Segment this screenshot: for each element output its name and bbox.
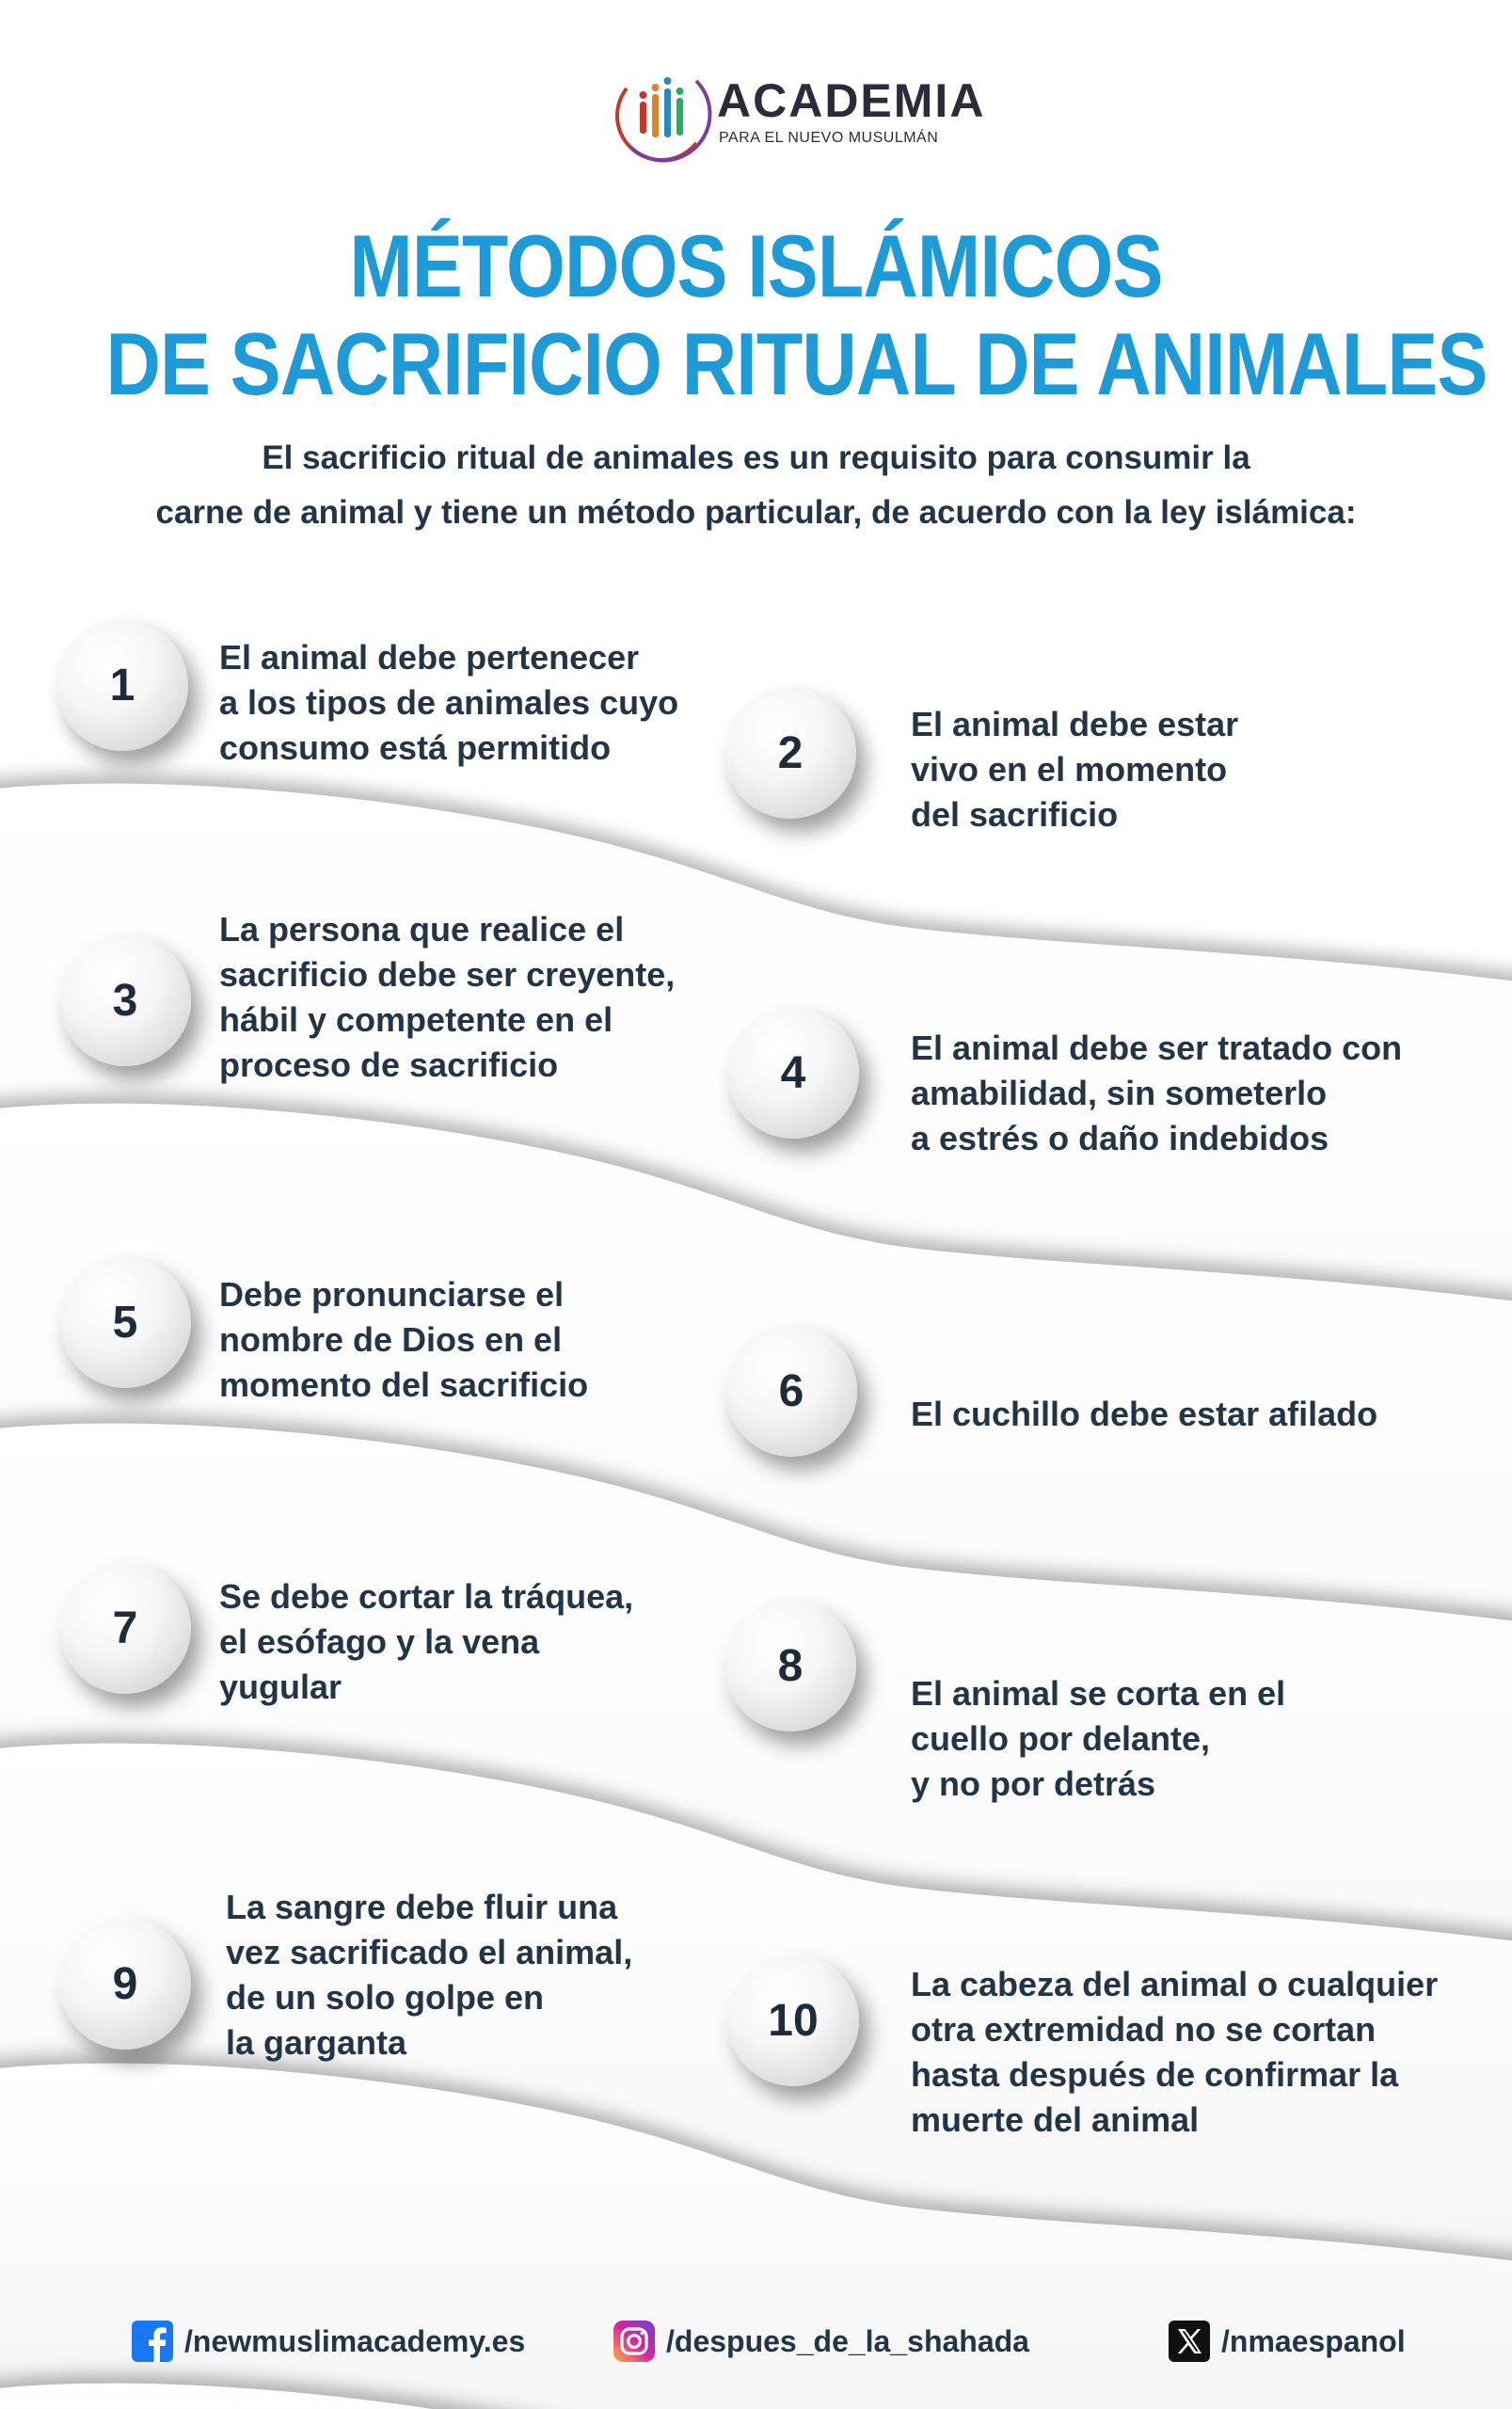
step-text-line: la garganta — [226, 2023, 407, 2062]
step-text-line: vivo en el momento — [911, 750, 1228, 789]
academia-logo — [610, 60, 986, 164]
step-text — [911, 702, 1238, 838]
social-x[interactable] — [1169, 2313, 1406, 2369]
step-number: 4 — [780, 1047, 806, 1098]
step-number-badge — [724, 687, 856, 819]
step-text — [911, 1671, 1285, 1807]
intro-text — [56, 431, 1456, 540]
step-text-line: El animal debe pertenecer — [219, 638, 640, 677]
step-text-line: sacrificio debe ser creyente, — [219, 955, 676, 994]
step-text-line: el esófago y la vena — [219, 1622, 540, 1661]
step-number: 6 — [778, 1365, 804, 1416]
instagram-icon — [613, 2321, 655, 2362]
facebook-icon — [132, 2321, 173, 2362]
step-text — [219, 635, 678, 771]
step-number-badge — [59, 1918, 191, 2050]
step-number: 1 — [109, 660, 135, 710]
intro-line-2: carne de animal y tiene un método particular, de acuerdo con la ley islámica: — [155, 494, 1357, 531]
step-text-line: hasta después de confirmar la — [911, 2055, 1399, 2094]
step-number-badge — [59, 1562, 191, 1694]
step-number: 8 — [777, 1640, 804, 1691]
step-text-line: El animal debe ser tratado con — [911, 1029, 1403, 1067]
step-text-line: hábil y competente en el — [219, 1000, 613, 1039]
step-number: 7 — [112, 1603, 138, 1653]
step-number-badge — [59, 934, 191, 1066]
step-text-line: otra extremidad no se cortan — [911, 2010, 1377, 2049]
step-text-line: La persona que realice el — [219, 910, 625, 949]
step-text-line: consumo está permitido — [219, 728, 612, 767]
page-title-line-2: DE SACRIFICIO RITUAL DE ANIMALES — [105, 314, 1488, 413]
step-number-badge — [56, 619, 188, 751]
step-text — [911, 1026, 1402, 1161]
brand-tagline: PARA EL NUEVO MUSULMÁN — [719, 130, 939, 146]
step-text-line: amabilidad, sin someterlo — [911, 1074, 1328, 1112]
step-text-line: El animal se corta en el — [911, 1674, 1286, 1713]
step-text-line: y no por detrás — [911, 1764, 1156, 1803]
x-handle: /nmaespanol — [1221, 2323, 1406, 2358]
step-text-line: El animal debe estar — [911, 705, 1239, 743]
step-text — [219, 907, 675, 1088]
step-number: 3 — [112, 975, 138, 1026]
social-facebook[interactable] — [132, 2313, 525, 2369]
step-text-line: Debe pronunciarse el — [219, 1275, 565, 1314]
step-text-line: nombre de Dios en el — [219, 1320, 563, 1359]
academia-logo-icon — [610, 60, 713, 164]
step-number: 2 — [777, 727, 804, 778]
step-text-line: a los tipos de animales cuyo — [219, 683, 679, 722]
step-text-line: de un solo golpe en — [226, 1978, 545, 2017]
step-number-badge — [725, 1325, 857, 1457]
step-number: 5 — [112, 1297, 138, 1348]
step-text — [911, 1962, 1438, 2143]
step-text — [219, 1272, 588, 1408]
social-instagram[interactable] — [613, 2313, 1029, 2369]
step-text-line: La cabeza del animal o cualquier — [911, 1965, 1439, 2003]
step-text-line: proceso de sacrificio — [219, 1045, 559, 1084]
step-number-badge — [59, 1256, 191, 1388]
page-title-line-1: MÉTODOS ISLÁMICOS — [349, 216, 1163, 315]
step-text-line: del sacrificio — [911, 795, 1119, 834]
step-text-line: cuello por delante, — [911, 1719, 1211, 1758]
step-text — [226, 1885, 632, 2066]
step-text-line: muerte del animal — [911, 2100, 1200, 2139]
step-number: 9 — [112, 1958, 138, 2009]
brand-name: ACADEMIA — [717, 74, 986, 127]
step-text — [219, 1574, 633, 1710]
facebook-handle: /newmuslimacademy.es — [184, 2323, 526, 2358]
x-icon — [1169, 2321, 1210, 2362]
step-text — [911, 1392, 1377, 1437]
step-text-line: a estrés o daño indebidos — [911, 1119, 1329, 1157]
step-number-badge — [727, 1007, 859, 1139]
step-text-line: Se debe cortar la tráquea, — [219, 1577, 634, 1616]
intro-line-1: El sacrificio ritual de animales es un requisito para consumir la — [262, 439, 1250, 476]
instagram-handle: /despues_de_la_shahada — [666, 2323, 1029, 2358]
step-number-badge — [727, 1954, 859, 2086]
step-number-badge — [724, 1600, 856, 1731]
step-number: 10 — [768, 1995, 819, 2046]
step-text-line: yugular — [219, 1667, 342, 1706]
step-text-line: El cuchillo debe estar afilado — [911, 1395, 1378, 1433]
step-text-line: La sangre debe fluir una — [226, 1888, 618, 1926]
step-text-line: momento del sacrificio — [219, 1365, 589, 1404]
step-text-line: vez sacrificado el animal, — [226, 1933, 633, 1971]
